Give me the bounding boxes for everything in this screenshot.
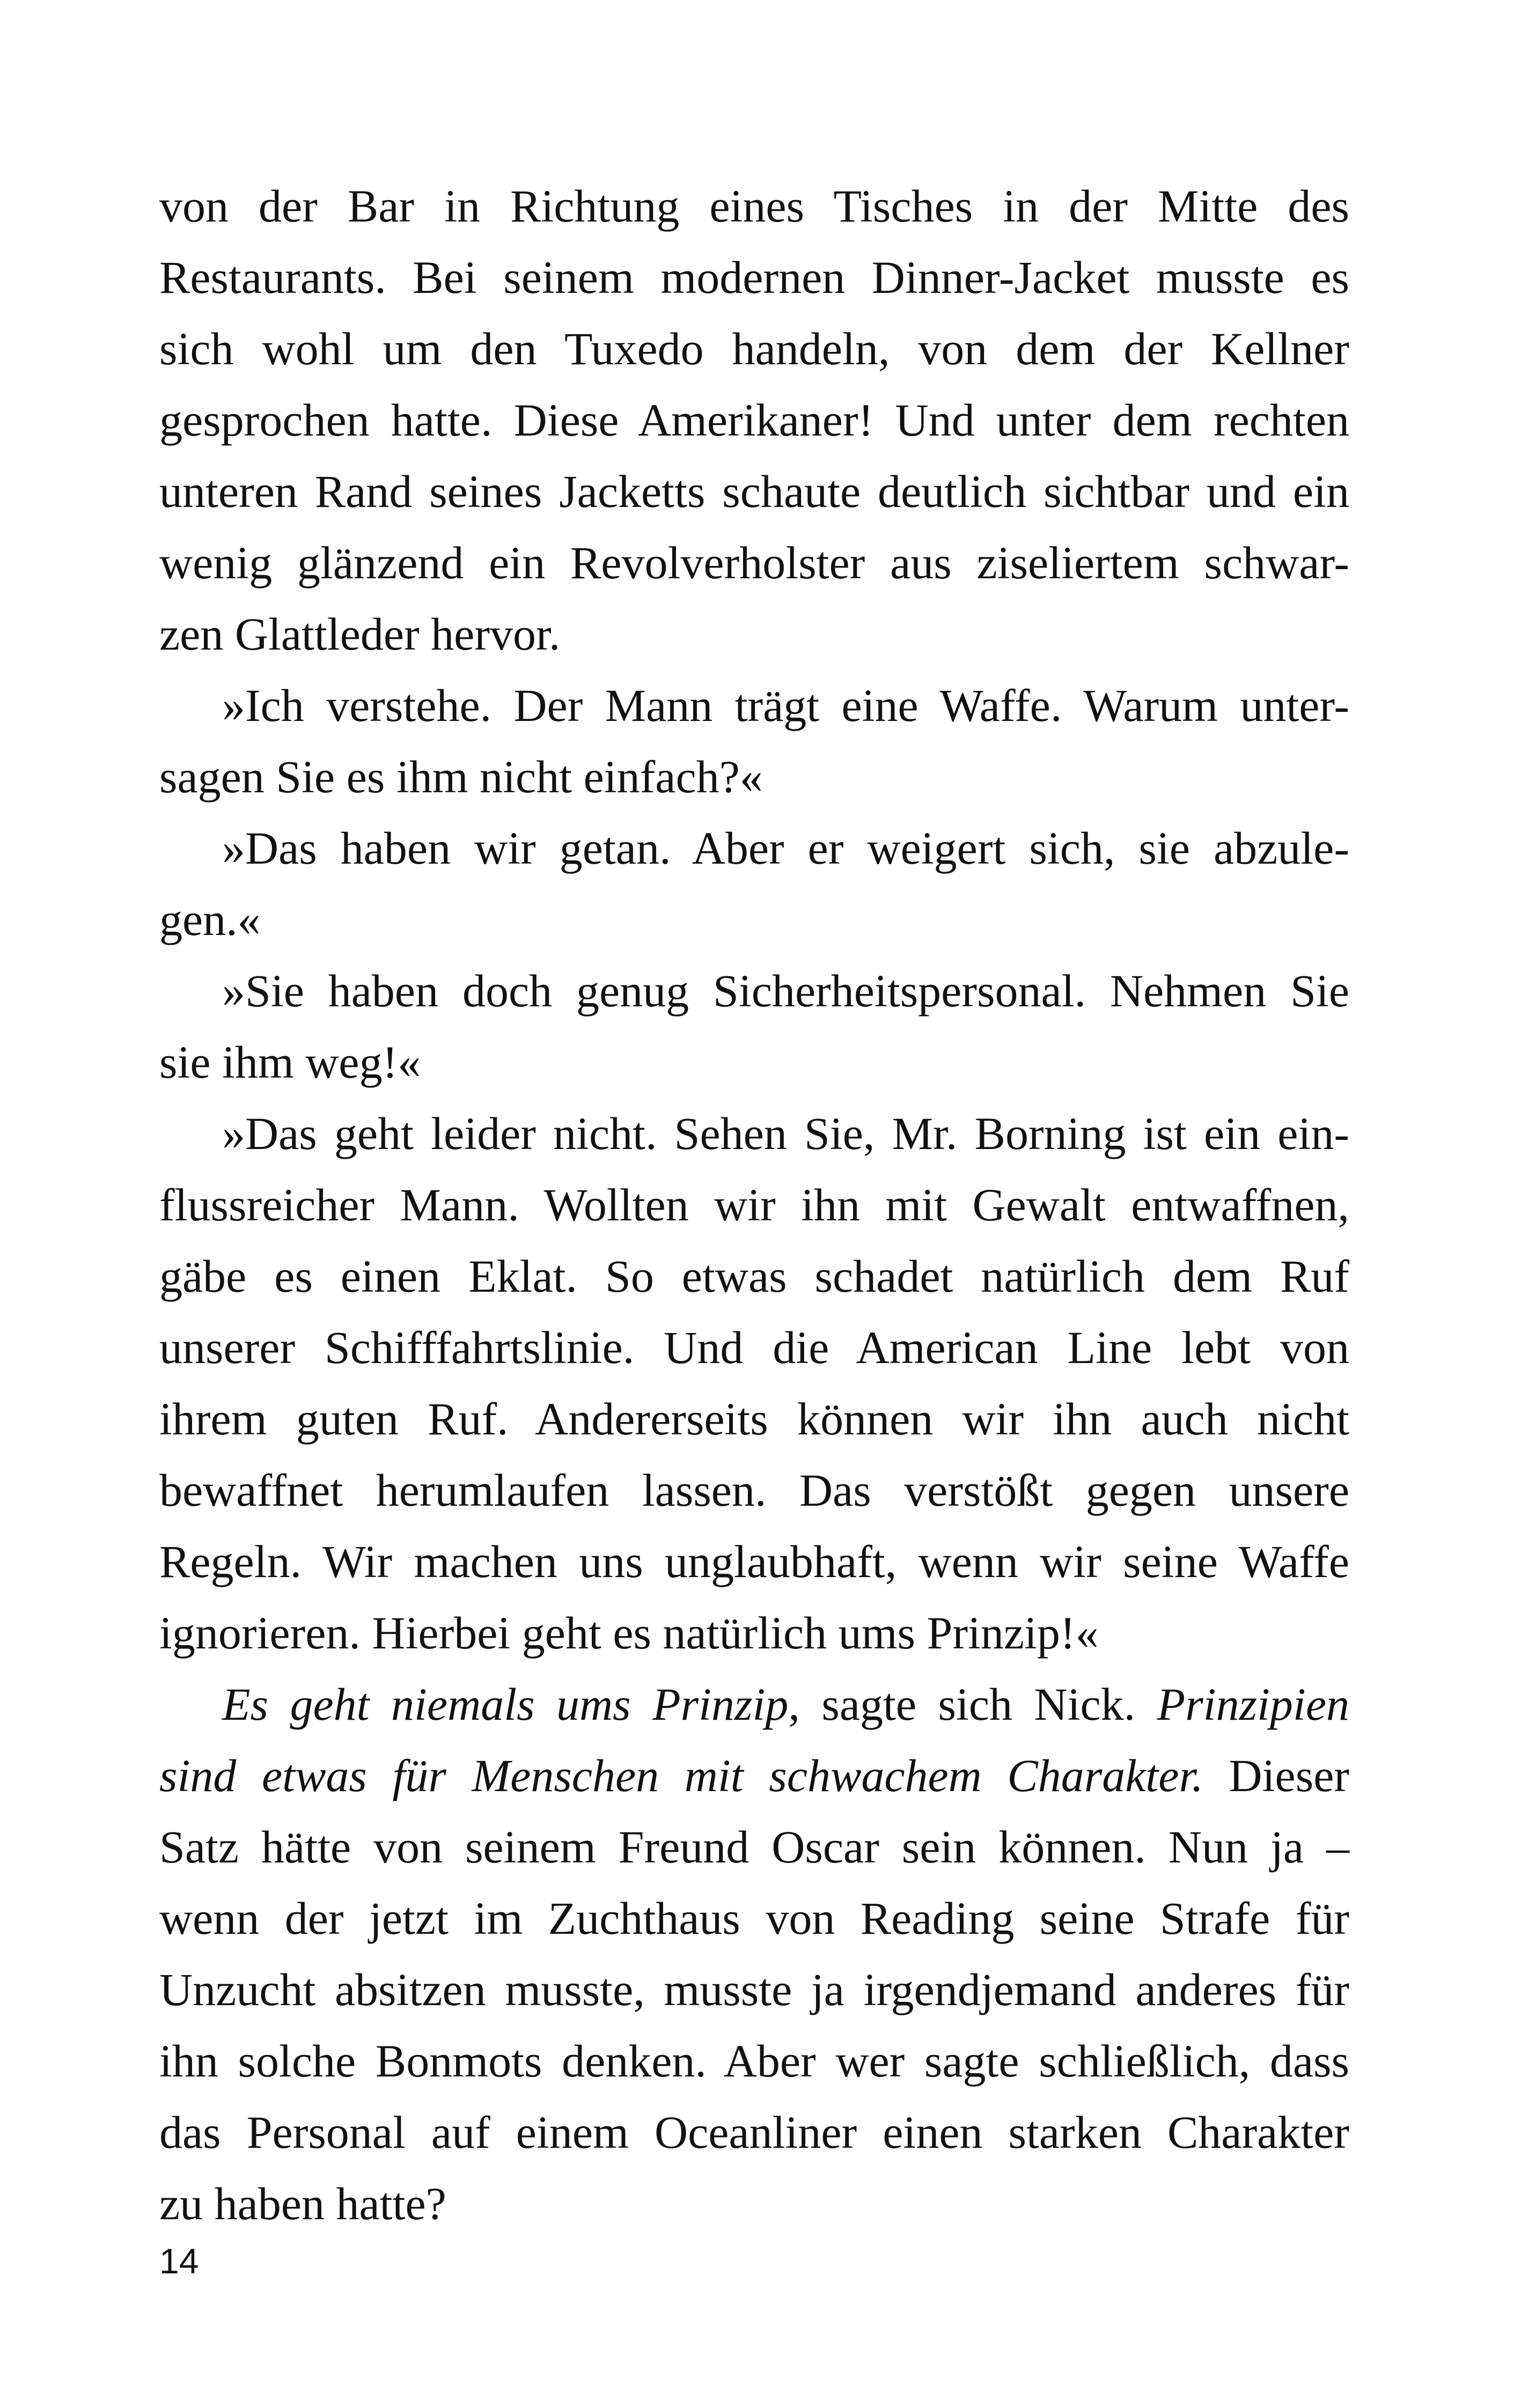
text-line: gen.« xyxy=(159,894,261,945)
paragraph xyxy=(159,1098,1349,1669)
paragraph xyxy=(159,171,1349,670)
roman-text: , sagte sich Nick. xyxy=(788,1678,1157,1730)
paragraph xyxy=(159,670,1349,813)
paragraph xyxy=(159,813,1349,955)
paragraph xyxy=(159,955,1349,1098)
text-line: »Das haben wir getan. Aber er weigert sich, sie abzule- xyxy=(222,822,1349,874)
text-line: ihrem guten Ruf. Andererseits können wir ihn auch nicht xyxy=(159,1393,1349,1445)
text-line: flussreicher Mann. Wollten wir ihn mit Gewalt entwaffnen, xyxy=(159,1179,1349,1231)
text-line: ignorieren. Hierbei geht es natürlich ums Prinzip!« xyxy=(159,1607,1099,1659)
italic-text: sind etwas für Menschen mit schwachem Charakter. xyxy=(159,1750,1203,1801)
text-line: sich wohl um den Tuxedo handeln, von dem der Kellner xyxy=(159,323,1349,374)
italic-text: Es geht niemals ums Prinzip xyxy=(222,1678,789,1730)
text-line xyxy=(159,1740,1349,1811)
text-line: das Personal auf einem Oceanliner einen starken Charakter xyxy=(159,2107,1349,2158)
text-line: gesprochen hatte. Diese Amerikaner! Und unter dem rechten xyxy=(159,394,1349,446)
roman-text: Dieser xyxy=(1203,1750,1350,1801)
text-line: zen Glattleder hervor. xyxy=(159,608,561,660)
page-number: 14 xyxy=(159,2241,199,2281)
text-line: wenig glänzend ein Revolverholster aus ziseliertem schwar- xyxy=(159,537,1349,588)
text-line: unserer Schifffahrtslinie. Und die American Line lebt von xyxy=(159,1322,1349,1373)
text-line: zu haben hatte? xyxy=(159,2178,446,2229)
text-line: von der Bar in Richtung eines Tisches in der Mitte des xyxy=(159,180,1349,232)
text-line: ihn solche Bonmots denken. Aber wer sagte schließlich, dass xyxy=(159,2035,1349,2087)
text-line: Unzucht absitzen musste, musste ja irgendjemand anderes für xyxy=(159,1964,1349,2015)
text-line: »Das geht leider nicht. Sehen Sie, Mr. Borning ist ein ein- xyxy=(222,1108,1349,1159)
text-line: wenn der jetzt im Zuchthaus von Reading seine Strafe für xyxy=(159,1892,1349,1944)
text-line: bewaffnet herumlaufen lassen. Das verstößt gegen unsere xyxy=(159,1464,1349,1516)
paragraph xyxy=(159,1669,1349,2240)
text-line: Regeln. Wir machen uns unglaubhaft, wenn wir seine Waffe xyxy=(159,1536,1349,1587)
text-line: »Ich verstehe. Der Mann trägt eine Waffe. Warum unter- xyxy=(222,680,1349,731)
italic-text: Prinzipien xyxy=(1157,1678,1349,1730)
text-line: sagen Sie es ihm nicht einfach?« xyxy=(159,751,763,802)
page-body xyxy=(159,171,1349,2240)
text-line: Restaurants. Bei seinem modernen Dinner-Jacket musste es xyxy=(159,252,1349,303)
text-line: unteren Rand seines Jacketts schaute deutlich sichtbar und ein xyxy=(159,466,1349,517)
text-line xyxy=(159,1669,1349,1740)
text-line: gäbe es einen Eklat. So etwas schadet natürlich dem Ruf xyxy=(159,1250,1349,1302)
text-line: »Sie haben doch genug Sicherheitspersonal. Nehmen Sie xyxy=(222,965,1349,1017)
text-line: Satz hätte von seinem Freund Oscar sein können. Nun ja – xyxy=(159,1821,1349,1873)
text-line: sie ihm weg!« xyxy=(159,1036,421,1088)
